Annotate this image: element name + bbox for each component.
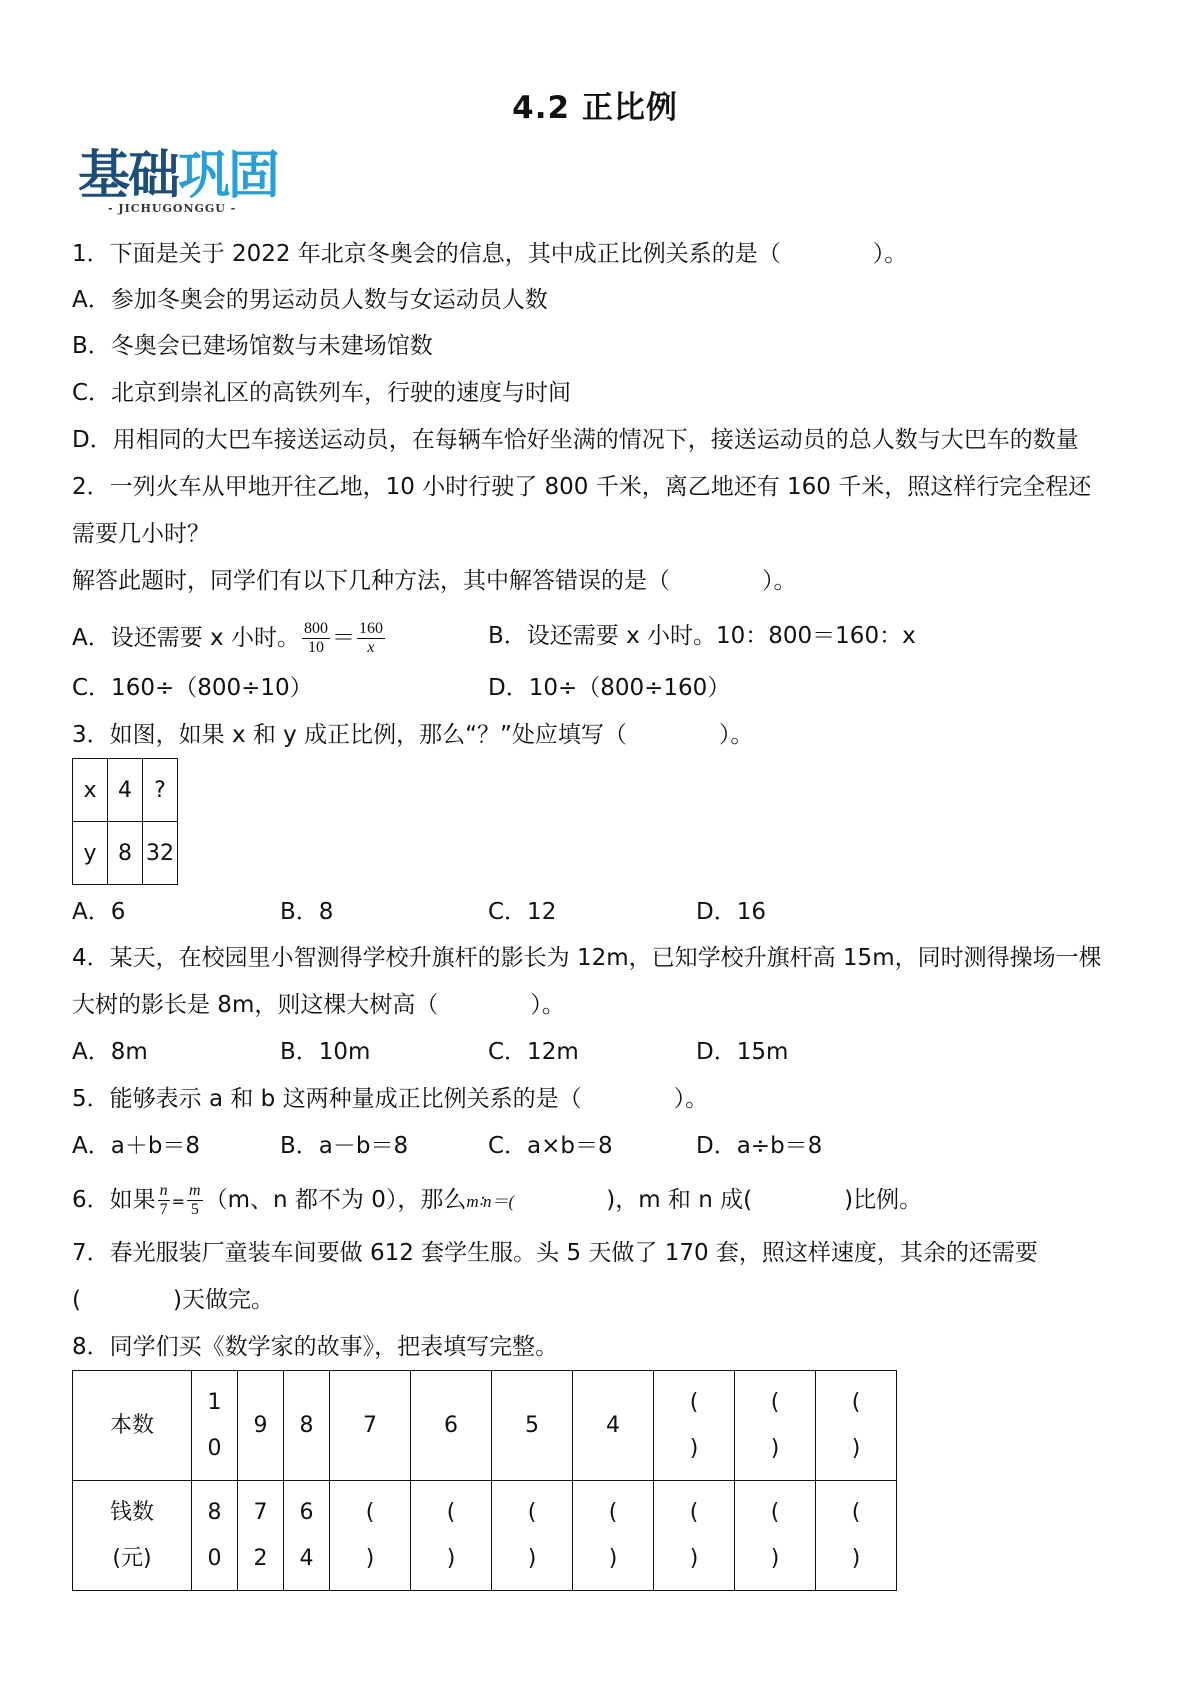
table-cell: ( ) xyxy=(735,1481,816,1591)
table-cell: ( ) xyxy=(654,1481,735,1591)
q1-option-d: D．用相同的大巴车接送运动员，在每辆车恰好坐满的情况下，接送运动员的总人数与大巴车的数量 xyxy=(72,427,1079,453)
q4-option-b: B．10m xyxy=(280,1039,371,1065)
table-cell: x xyxy=(73,759,108,822)
q7-stem-line2: ( )天做完。 xyxy=(72,1287,274,1313)
q7-stem-line1: 7．春光服装厂童装车间要做 612 套学生服。头 5 天做了 170 套，照这样速度，其余的还需要 xyxy=(72,1240,1038,1266)
table-cell: y xyxy=(73,822,108,885)
q3-option-b: B．8 xyxy=(280,899,334,925)
table-cell: 7 2 xyxy=(238,1481,284,1591)
table-row xyxy=(73,822,178,885)
page-title: 4.2 正比例 xyxy=(512,90,678,126)
q2-stem-line3: 解答此题时，同学们有以下几种方法，其中解答错误的是（ ）。 xyxy=(72,568,797,594)
table-cell: 9 xyxy=(238,1371,284,1481)
table-cell: 6 xyxy=(411,1371,492,1481)
q8-stem: 8．同学们买《数学家的故事》，把表填写完整。 xyxy=(72,1334,559,1360)
q2-option-c: C．160÷（800÷10） xyxy=(72,675,313,701)
q1-option-c: C．北京到崇礼区的高铁列车，行驶的速度与时间 xyxy=(72,380,572,406)
q8-table xyxy=(72,1370,897,1591)
q4-option-c: C．12m xyxy=(488,1039,579,1065)
table-cell: 8 0 xyxy=(192,1481,238,1591)
table-cell: 8 xyxy=(284,1371,330,1481)
q3-stem: 3．如图，如果 x 和 y 成正比例，那么“？”处应填写（ ）。 xyxy=(72,722,754,748)
q5-option-c: C．a×b＝8 xyxy=(488,1133,613,1159)
q4-stem-line2: 大树的影长是 8m，则这棵大树高（ ）。 xyxy=(72,992,565,1018)
q3-option-a: A．6 xyxy=(72,899,126,925)
table-cell: ( ) xyxy=(816,1481,897,1591)
table-cell: 5 xyxy=(492,1371,573,1481)
q2-stem-line1: 2．一列火车从甲地开往乙地，10 小时行驶了 800 千米，离乙地还有 160 千米，照这样行完全程还 xyxy=(72,474,1092,500)
q4-stem-line1: 4．某天，在校园里小智测得学校升旗杆的影长为 12m，已知学校升旗杆高 15m，同时测得操场一棵 xyxy=(72,945,1102,971)
table-cell: ( ) xyxy=(492,1481,573,1591)
logo-subtitle: - JICHUGONGGU - xyxy=(108,202,237,215)
table-cell: 4 xyxy=(573,1371,654,1481)
q6-stem: 6．如果 $\frac{n}{7}$ = $\frac{m}{5}$ （m、n 都不为 0），那么m∶n＝( )，m 和 n 成( )比例。 xyxy=(72,1182,923,1218)
q1-stem: 1．下面是关于 2022 年北京冬奥会的信息，其中成正比例关系的是（ ）。 xyxy=(72,241,908,267)
q1-option-a: A．参加冬奥会的男运动员人数与女运动员人数 xyxy=(72,287,548,313)
q4-option-a: A．8m xyxy=(72,1039,148,1065)
logo-text: 基础巩固 xyxy=(78,146,279,206)
q5-option-b: B．a－b＝8 xyxy=(280,1133,409,1159)
table-cell: 6 4 xyxy=(284,1481,330,1591)
table-row xyxy=(73,1481,897,1591)
table-cell: ( ) xyxy=(330,1481,411,1591)
q4-option-d: D．15m xyxy=(696,1039,789,1065)
table-cell: 1 0 xyxy=(192,1371,238,1481)
q5-option-d: D．a÷b＝8 xyxy=(696,1133,823,1159)
table-cell: ( ) xyxy=(573,1481,654,1591)
table-cell: ( ) xyxy=(735,1371,816,1481)
q5-option-a: A．a＋b＝8 xyxy=(72,1133,201,1159)
q3-option-c: C．12 xyxy=(488,899,557,925)
q5-stem: 5．能够表示 a 和 b 这两种量成正比例关系的是（ ）。 xyxy=(72,1086,709,1112)
q2-stem-line2: 需要几小时？ xyxy=(72,521,210,547)
q3-option-d: D．16 xyxy=(696,899,766,925)
q3-table xyxy=(72,758,178,885)
table-row xyxy=(73,759,178,822)
table-cell: ? xyxy=(143,759,178,822)
table-cell: 7 xyxy=(330,1371,411,1481)
table-cell: ( ) xyxy=(816,1371,897,1481)
table-cell: ( ) xyxy=(654,1371,735,1481)
q2-option-b: B．设还需要 x 小时。10：800＝160：x xyxy=(488,623,916,649)
table-row xyxy=(73,1371,897,1481)
q2-option-a: A．设还需要 x 小时。 $\frac{800}{10}$ ＝ $\frac{160}{x}$ xyxy=(72,620,383,656)
table-cell: 4 xyxy=(108,759,143,822)
section-logo xyxy=(78,146,298,218)
table-header-cell: 钱数 (元) xyxy=(73,1481,192,1591)
table-header-cell: 本数 xyxy=(73,1371,192,1481)
table-cell: 8 xyxy=(108,822,143,885)
table-cell: 32 xyxy=(143,822,178,885)
q1-option-b: B．冬奥会已建场馆数与未建场馆数 xyxy=(72,333,433,359)
table-cell: ( ) xyxy=(411,1481,492,1591)
q2-option-d: D．10÷（800÷160） xyxy=(488,675,731,701)
